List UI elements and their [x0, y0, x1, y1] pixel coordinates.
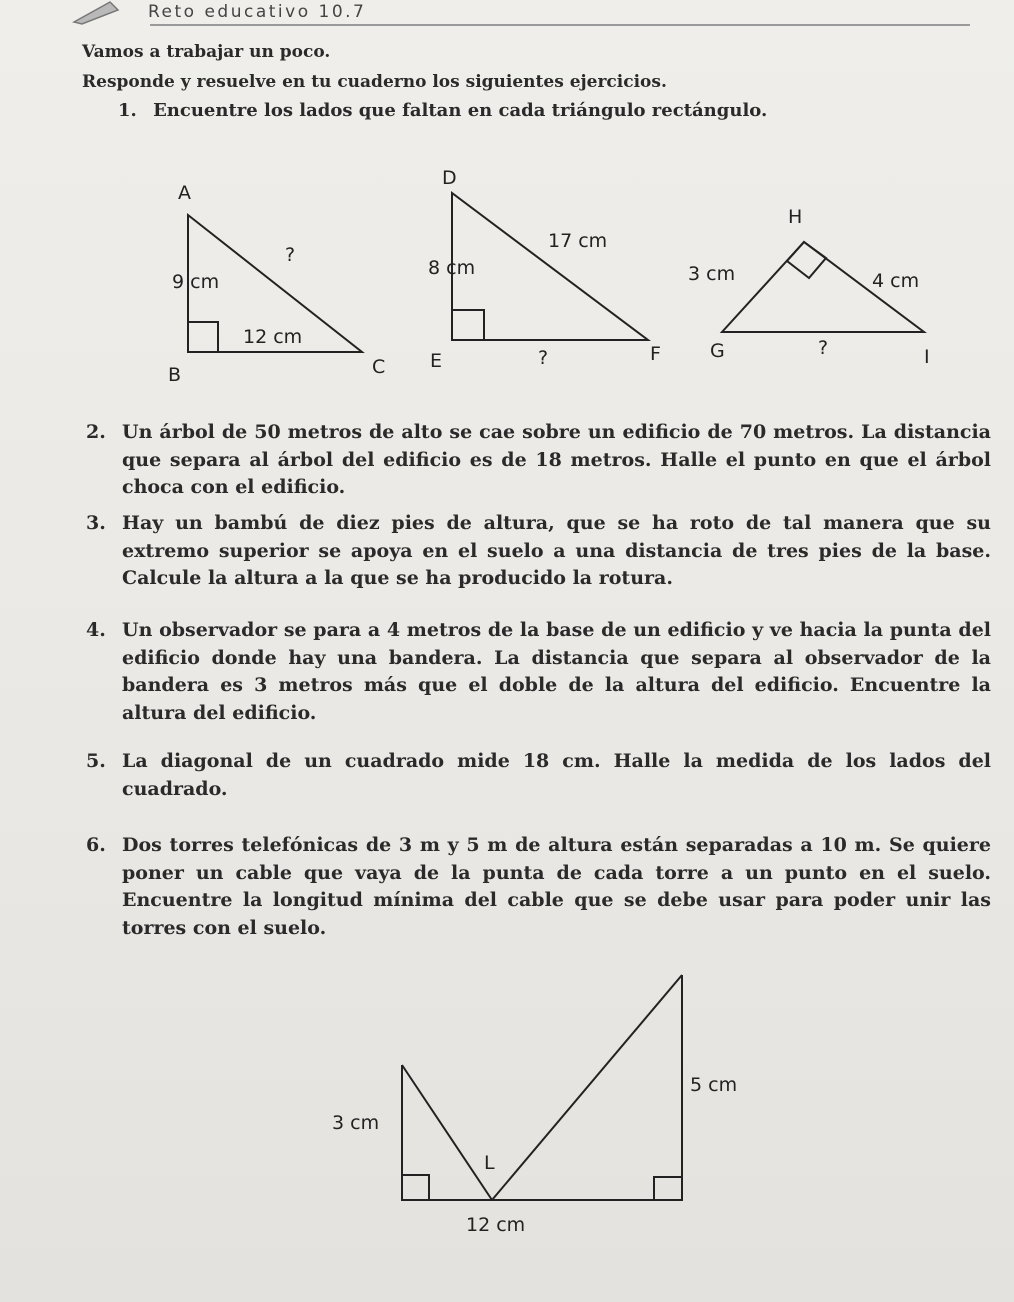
- problem-2: [86, 419, 991, 502]
- problem-4-text: Un observador se para a 4 metros de la base de un edificio y ve hacia la punta del edificio donde hay una bandera. La distancia que separa al observador de la bandera es 3 metros más que el doble de la altura del edificio. Encuentre la altura del edificio.: [122, 619, 991, 724]
- point-l-label: L: [484, 1152, 495, 1174]
- side-ac-label: ?: [285, 244, 296, 266]
- problem-5-text: La diagonal de un cuadrado mide 18 cm. Halle la medida de los lados del cuadrado.: [122, 750, 991, 800]
- problem-3: [86, 510, 991, 593]
- problem-2-text: Un árbol de 50 metros de alto se cae sobre un edificio de 70 metros. La distancia que separa al árbol del edificio es de 18 metros. Halle el punto en que el árbol choca con el edificio.: [122, 421, 991, 498]
- left-cable: [402, 1065, 492, 1200]
- side-df-label: 17 cm: [548, 230, 608, 252]
- vertex-i-label: I: [924, 346, 930, 368]
- side-gh-label: 3 cm: [688, 263, 736, 285]
- section-title: Reto educativo 10.7: [148, 2, 367, 22]
- vertex-b-label: B: [168, 364, 182, 386]
- problem-3-number: 3.: [86, 512, 106, 534]
- problem-6-number: 6.: [86, 834, 106, 856]
- side-ab-label: 9 cm: [172, 271, 220, 293]
- triangle-def-shape: [452, 193, 648, 340]
- intro-line-2: Responde y resuelve en tu cuaderno los siguientes ejercicios.: [82, 72, 667, 92]
- problem-4: [86, 617, 991, 727]
- triangle-def: [452, 193, 648, 340]
- pencil-icon: [70, 0, 130, 26]
- right-tower-label: 5 cm: [690, 1074, 738, 1096]
- towers-figure: [402, 975, 682, 1200]
- left-tower-label: 3 cm: [332, 1112, 380, 1134]
- right-cable: [492, 975, 682, 1200]
- problem-4-number: 4.: [86, 619, 106, 641]
- problem-5-number: 5.: [86, 750, 106, 772]
- vertex-e-label: E: [430, 350, 443, 372]
- right-angle-mark-e: [452, 310, 484, 340]
- right-angle-mark-left: [402, 1175, 429, 1200]
- vertex-c-label: C: [372, 356, 386, 378]
- problem-6-text: Dos torres telefónicas de 3 m y 5 m de altura están separadas a 10 m. Se quiere poner un cable que vaya de la punta de cada torre a un punto en el suelo. Encuentre la longitud mínima del cable que se debe usar para poder unir las torres con el suelo.: [122, 834, 991, 939]
- side-gi-label: ?: [818, 337, 829, 359]
- problem-1-text: Encuentre los lados que faltan en cada triángulo rectángulo.: [153, 100, 768, 121]
- right-angle-mark-right: [654, 1177, 682, 1200]
- problem-2-number: 2.: [86, 421, 106, 443]
- vertex-g-label: G: [710, 340, 725, 362]
- base-length-label: 12 cm: [466, 1214, 526, 1236]
- header-divider: [150, 24, 970, 26]
- problem-1-number: 1.: [118, 100, 137, 121]
- vertex-a-label: A: [178, 182, 191, 204]
- right-angle-mark-h: [787, 242, 826, 278]
- problem-5: [86, 748, 991, 803]
- side-bc-label: 12 cm: [243, 326, 303, 348]
- vertex-f-label: F: [650, 343, 661, 365]
- problem-3-text: Hay un bambú de diez pies de altura, que se ha roto de tal manera que su extremo superior se apoya en el suelo a una distancia de tres pies de la base. Calcule la altura a la que se ha producido la rotura.: [122, 512, 991, 589]
- vertex-d-label: D: [442, 167, 457, 189]
- right-angle-mark-b: [188, 322, 218, 352]
- vertex-h-label: H: [788, 206, 803, 228]
- side-de-label: 8 cm: [428, 257, 476, 279]
- problem-1-statement: [118, 100, 767, 121]
- intro-line-1: Vamos a trabajar un poco.: [82, 42, 331, 62]
- side-ef-label: ?: [538, 347, 549, 369]
- side-hi-label: 4 cm: [872, 270, 920, 292]
- problem-6: [86, 832, 991, 942]
